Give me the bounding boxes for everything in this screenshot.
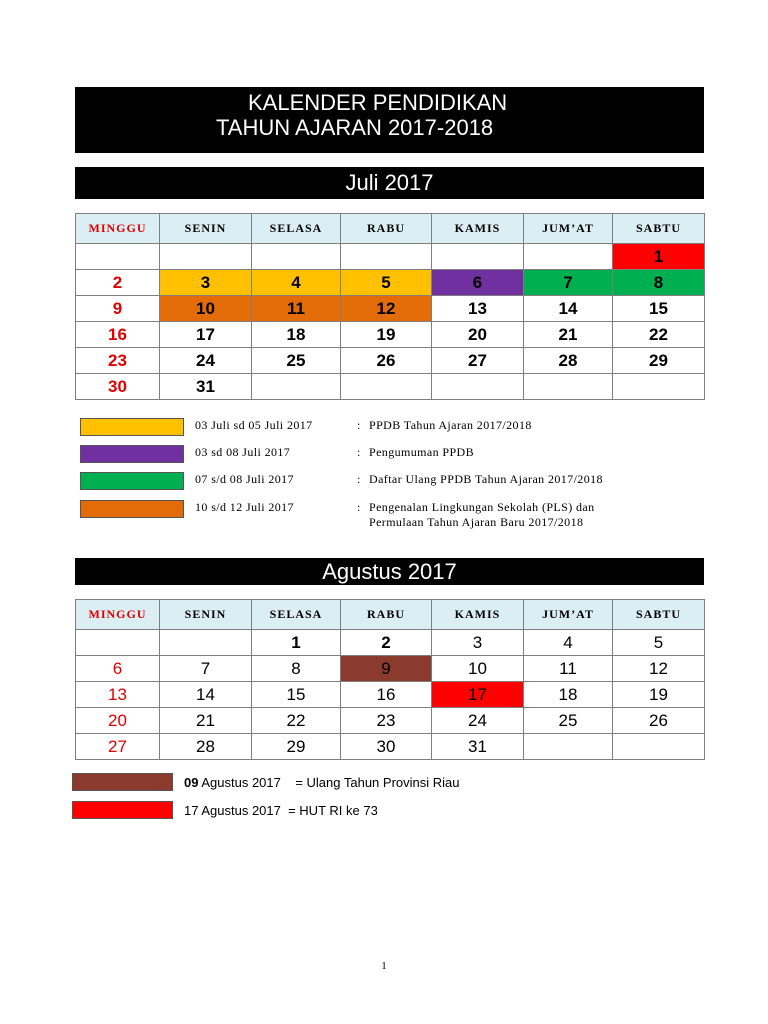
day-cell: 16 <box>76 322 160 348</box>
document-title-line-1: KALENDER PENDIDIKAN <box>248 90 508 115</box>
weekday-header: KAMIS <box>432 214 524 244</box>
legend-date-bold: 09 <box>184 775 199 790</box>
week-row <box>76 270 705 296</box>
day-cell: 14 <box>160 682 252 708</box>
empty-day-cell <box>432 374 524 400</box>
day-cell: 6 <box>432 270 524 296</box>
day-cell: 18 <box>252 322 341 348</box>
day-cell: 4 <box>524 630 613 656</box>
day-cell: 7 <box>160 656 252 682</box>
legend-colon: : <box>357 418 361 432</box>
weekday-header: JUM’AT <box>524 214 613 244</box>
day-cell: 12 <box>341 296 432 322</box>
day-cell: 19 <box>613 682 705 708</box>
week-row <box>76 682 705 708</box>
legend-swatch <box>72 801 173 819</box>
day-cell: 8 <box>252 656 341 682</box>
week-row <box>76 374 705 400</box>
day-cell: 21 <box>524 322 613 348</box>
legend-description-line-2: Permulaan Tahun Ajaran Baru 2017/2018 <box>369 515 584 529</box>
day-cell: 27 <box>432 348 524 374</box>
day-cell: 1 <box>613 244 705 270</box>
day-cell: 29 <box>252 734 341 760</box>
legend-date: 10 s/d 12 Juli 2017 <box>195 500 294 514</box>
day-cell: 6 <box>76 656 160 682</box>
day-cell: 3 <box>432 630 524 656</box>
legend-swatch <box>72 773 173 791</box>
legend-date: 03 sd 08 Juli 2017 <box>195 445 291 459</box>
document-title-box <box>75 87 704 153</box>
day-cell: 23 <box>341 708 432 734</box>
empty-day-cell <box>524 734 613 760</box>
day-cell: 20 <box>76 708 160 734</box>
week-row <box>76 296 705 322</box>
day-cell: 25 <box>252 348 341 374</box>
empty-day-cell <box>432 244 524 270</box>
day-cell: 2 <box>76 270 160 296</box>
day-cell: 31 <box>432 734 524 760</box>
week-row <box>76 322 705 348</box>
month-title-agustus: Agustus 2017 <box>75 558 704 585</box>
legend-swatch <box>80 445 184 463</box>
day-cell: 4 <box>252 270 341 296</box>
empty-day-cell <box>524 244 613 270</box>
week-row <box>76 630 705 656</box>
day-cell: 21 <box>160 708 252 734</box>
week-row <box>76 348 705 374</box>
legend-text: 17 Agustus 2017 = HUT RI ke 73 <box>184 803 378 818</box>
day-cell: 19 <box>341 322 432 348</box>
day-cell: 25 <box>524 708 613 734</box>
legend-entry <box>184 775 459 790</box>
legend-description: PPDB Tahun Ajaran 2017/2018 <box>369 418 532 432</box>
week-row <box>76 734 705 760</box>
day-cell: 20 <box>432 322 524 348</box>
day-cell: 13 <box>432 296 524 322</box>
legend-colon: : <box>357 472 361 486</box>
weekday-header: SELASA <box>252 214 341 244</box>
legend-swatch <box>80 500 184 518</box>
empty-day-cell <box>613 374 705 400</box>
empty-day-cell <box>341 374 432 400</box>
legend-date: 07 s/d 08 Juli 2017 <box>195 472 294 486</box>
day-cell: 3 <box>160 270 252 296</box>
legend-colon: : <box>357 500 361 514</box>
day-cell: 29 <box>613 348 705 374</box>
day-cell: 10 <box>432 656 524 682</box>
weekday-header: KAMIS <box>432 600 524 630</box>
day-cell: 26 <box>341 348 432 374</box>
day-cell: 28 <box>524 348 613 374</box>
day-cell: 11 <box>524 656 613 682</box>
day-cell: 22 <box>252 708 341 734</box>
week-row <box>76 244 705 270</box>
day-cell: 15 <box>252 682 341 708</box>
day-cell: 22 <box>613 322 705 348</box>
weekday-header: SENIN <box>160 600 252 630</box>
weekday-header: RABU <box>341 600 432 630</box>
day-cell: 9 <box>76 296 160 322</box>
day-cell: 5 <box>341 270 432 296</box>
day-cell: 2 <box>341 630 432 656</box>
weekday-header: RABU <box>341 214 432 244</box>
day-cell: 7 <box>524 270 613 296</box>
page-number: 1 <box>381 960 387 972</box>
legend-swatch <box>80 418 184 436</box>
empty-day-cell <box>252 244 341 270</box>
empty-day-cell <box>252 374 341 400</box>
legend-text: Agustus 2017 = Ulang Tahun Provinsi Riau <box>198 775 460 790</box>
weekday-header: SELASA <box>252 600 341 630</box>
legend-description: Daftar Ulang PPDB Tahun Ajaran 2017/2018 <box>369 472 603 486</box>
calendar-table-agustus <box>75 599 705 760</box>
day-cell: 17 <box>432 682 524 708</box>
day-cell: 26 <box>613 708 705 734</box>
day-cell: 11 <box>252 296 341 322</box>
legend-description: Pengumuman PPDB <box>369 445 475 459</box>
day-cell: 16 <box>341 682 432 708</box>
weekday-header: MINGGU <box>76 600 160 630</box>
calendar-table-juli <box>75 213 705 400</box>
empty-day-cell <box>160 630 252 656</box>
day-cell: 30 <box>341 734 432 760</box>
legend-colon: : <box>357 445 361 459</box>
day-cell: 15 <box>613 296 705 322</box>
day-cell: 24 <box>160 348 252 374</box>
day-cell: 17 <box>160 322 252 348</box>
legend-swatch <box>80 472 184 490</box>
day-cell: 1 <box>252 630 341 656</box>
day-cell: 5 <box>613 630 705 656</box>
empty-day-cell <box>613 734 705 760</box>
weekday-header: SABTU <box>613 600 705 630</box>
weekday-header-row <box>76 600 705 630</box>
day-cell: 13 <box>76 682 160 708</box>
legend-date: 03 Juli sd 05 Juli 2017 <box>195 418 313 432</box>
day-cell: 14 <box>524 296 613 322</box>
month-title-juli: Juli 2017 <box>75 167 704 199</box>
week-row <box>76 656 705 682</box>
weekday-header-row <box>76 214 705 244</box>
weekday-header: SABTU <box>613 214 705 244</box>
day-cell: 30 <box>76 374 160 400</box>
empty-day-cell <box>76 630 160 656</box>
empty-day-cell <box>341 244 432 270</box>
day-cell: 24 <box>432 708 524 734</box>
empty-day-cell <box>524 374 613 400</box>
weekday-header: MINGGU <box>76 214 160 244</box>
empty-day-cell <box>160 244 252 270</box>
week-row <box>76 708 705 734</box>
legend-description: Pengenalan Lingkungan Sekolah (PLS) dan <box>369 500 595 514</box>
day-cell: 8 <box>613 270 705 296</box>
day-cell: 9 <box>341 656 432 682</box>
empty-day-cell <box>76 244 160 270</box>
day-cell: 28 <box>160 734 252 760</box>
document-title-line-2: TAHUN AJARAN 2017-2018 <box>216 115 494 140</box>
day-cell: 12 <box>613 656 705 682</box>
weekday-header: SENIN <box>160 214 252 244</box>
day-cell: 31 <box>160 374 252 400</box>
day-cell: 23 <box>76 348 160 374</box>
day-cell: 18 <box>524 682 613 708</box>
weekday-header: JUM’AT <box>524 600 613 630</box>
legend-entry <box>184 803 378 818</box>
day-cell: 27 <box>76 734 160 760</box>
day-cell: 10 <box>160 296 252 322</box>
